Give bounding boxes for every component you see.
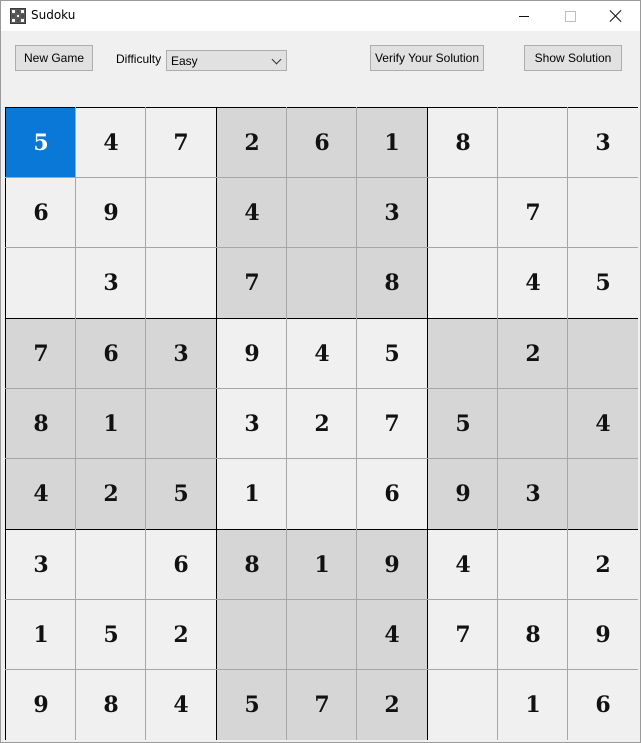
grid-line xyxy=(75,107,76,740)
difficulty-label: Difficulty xyxy=(116,52,162,66)
grid-line xyxy=(5,247,638,248)
sudoku-cell[interactable]: 8 xyxy=(428,108,498,178)
sudoku-cell[interactable]: 2 xyxy=(357,670,427,740)
sudoku-cell[interactable] xyxy=(568,319,638,389)
sudoku-cell[interactable] xyxy=(568,459,638,529)
sudoku-cell[interactable]: 4 xyxy=(76,108,146,178)
sudoku-cell[interactable]: 1 xyxy=(217,459,287,529)
sudoku-cell[interactable]: 8 xyxy=(217,530,287,600)
sudoku-grid-icon xyxy=(10,8,26,24)
sudoku-cell[interactable]: 2 xyxy=(498,319,568,389)
sudoku-cell[interactable] xyxy=(498,530,568,600)
sudoku-cell[interactable] xyxy=(6,248,76,318)
sudoku-cell[interactable]: 5 xyxy=(357,319,427,389)
sudoku-cell[interactable] xyxy=(146,178,216,248)
maximize-icon xyxy=(565,11,576,22)
sudoku-cell[interactable]: 6 xyxy=(146,530,216,600)
sudoku-cell[interactable]: 4 xyxy=(146,670,216,740)
verify-solution-button[interactable]: Verify Your Solution xyxy=(370,45,484,71)
sudoku-cell[interactable]: 1 xyxy=(287,530,357,600)
grid-line xyxy=(5,388,638,389)
sudoku-cell[interactable]: 1 xyxy=(498,670,568,740)
sudoku-cell[interactable]: 9 xyxy=(217,319,287,389)
sudoku-cell[interactable]: 1 xyxy=(6,600,76,670)
sudoku-cell[interactable]: 4 xyxy=(357,600,427,670)
sudoku-cell[interactable]: 3 xyxy=(217,389,287,459)
sudoku-cell[interactable]: 4 xyxy=(568,389,638,459)
window-title: Sudoku xyxy=(31,8,76,22)
sudoku-cell[interactable]: 5 xyxy=(76,600,146,670)
sudoku-cell[interactable] xyxy=(146,389,216,459)
sudoku-cell[interactable]: 7 xyxy=(146,108,216,178)
sudoku-cell[interactable]: 9 xyxy=(568,600,638,670)
title-bar[interactable] xyxy=(1,1,640,31)
sudoku-cell[interactable]: 3 xyxy=(498,459,568,529)
sudoku-cell[interactable]: 8 xyxy=(498,600,568,670)
sudoku-cell[interactable] xyxy=(287,459,357,529)
sudoku-cell[interactable] xyxy=(146,248,216,318)
sudoku-cell[interactable] xyxy=(498,389,568,459)
sudoku-cell[interactable]: 3 xyxy=(568,108,638,178)
sudoku-cell[interactable]: 7 xyxy=(428,600,498,670)
sudoku-cell[interactable]: 7 xyxy=(287,670,357,740)
difficulty-select[interactable] xyxy=(166,50,287,71)
sudoku-cell[interactable]: 9 xyxy=(76,178,146,248)
sudoku-cell[interactable]: 3 xyxy=(146,319,216,389)
grid-line xyxy=(5,458,638,459)
sudoku-cell[interactable] xyxy=(428,319,498,389)
sudoku-cell[interactable]: 7 xyxy=(6,319,76,389)
sudoku-cell[interactable]: 8 xyxy=(76,670,146,740)
sudoku-cell[interactable]: 9 xyxy=(357,530,427,600)
minimize-button[interactable] xyxy=(501,1,547,31)
sudoku-cell[interactable]: 5 xyxy=(568,248,638,318)
grid-line xyxy=(286,107,287,740)
sudoku-cell[interactable]: 9 xyxy=(6,670,76,740)
sudoku-cell[interactable]: 7 xyxy=(217,248,287,318)
grid-line xyxy=(356,107,357,740)
sudoku-cell[interactable]: 5 xyxy=(146,459,216,529)
show-solution-button[interactable]: Show Solution xyxy=(524,45,622,71)
grid-line xyxy=(567,107,568,740)
sudoku-cell[interactable] xyxy=(428,178,498,248)
sudoku-cell[interactable]: 6 xyxy=(357,459,427,529)
sudoku-cell[interactable]: 6 xyxy=(287,108,357,178)
sudoku-cell[interactable] xyxy=(498,108,568,178)
close-icon xyxy=(610,10,622,22)
sudoku-cell[interactable]: 2 xyxy=(146,600,216,670)
difficulty-value: Easy xyxy=(171,54,198,68)
grid-line xyxy=(5,177,638,178)
sudoku-cell[interactable]: 6 xyxy=(6,178,76,248)
sudoku-cell[interactable]: 2 xyxy=(76,459,146,529)
new-game-button[interactable]: New Game xyxy=(15,45,93,71)
sudoku-cell[interactable]: 2 xyxy=(217,108,287,178)
sudoku-cell[interactable]: 3 xyxy=(357,178,427,248)
sudoku-cell[interactable]: 6 xyxy=(568,670,638,740)
sudoku-board xyxy=(5,107,638,740)
sudoku-cell[interactable]: 1 xyxy=(357,108,427,178)
sudoku-cell[interactable]: 2 xyxy=(287,389,357,459)
sudoku-cell[interactable]: 7 xyxy=(498,178,568,248)
sudoku-cell[interactable]: 2 xyxy=(568,530,638,600)
grid-line xyxy=(5,599,638,600)
sudoku-cell[interactable] xyxy=(287,248,357,318)
sudoku-cell[interactable]: 7 xyxy=(357,389,427,459)
sudoku-cell[interactable]: 5 xyxy=(6,108,76,178)
sudoku-cell[interactable]: 4 xyxy=(287,319,357,389)
sudoku-cell[interactable]: 5 xyxy=(428,389,498,459)
sudoku-cell[interactable] xyxy=(428,670,498,740)
chevron-down-icon xyxy=(272,55,282,65)
maximize-button[interactable] xyxy=(547,1,593,31)
sudoku-cell[interactable]: 8 xyxy=(6,389,76,459)
sudoku-cell[interactable] xyxy=(76,530,146,600)
sudoku-cell[interactable]: 1 xyxy=(76,389,146,459)
sudoku-cell[interactable]: 4 xyxy=(498,248,568,318)
sudoku-cell[interactable]: 4 xyxy=(6,459,76,529)
sudoku-cell[interactable] xyxy=(287,178,357,248)
sudoku-cell[interactable]: 9 xyxy=(428,459,498,529)
sudoku-cell[interactable]: 8 xyxy=(357,248,427,318)
grid-line xyxy=(5,669,638,670)
sudoku-cell[interactable] xyxy=(217,600,287,670)
grid-line xyxy=(145,107,146,740)
minimize-icon xyxy=(519,16,529,17)
sudoku-cell[interactable]: 4 xyxy=(217,178,287,248)
sudoku-cell[interactable] xyxy=(568,178,638,248)
close-button[interactable] xyxy=(593,1,639,31)
sudoku-cell[interactable]: 3 xyxy=(6,530,76,600)
grid-line xyxy=(497,107,498,740)
sudoku-cell[interactable] xyxy=(287,600,357,670)
sudoku-cell[interactable] xyxy=(428,248,498,318)
sudoku-cell[interactable]: 3 xyxy=(76,248,146,318)
sudoku-cell[interactable]: 4 xyxy=(428,530,498,600)
sudoku-cell[interactable]: 6 xyxy=(76,319,146,389)
sudoku-cell[interactable]: 5 xyxy=(217,670,287,740)
